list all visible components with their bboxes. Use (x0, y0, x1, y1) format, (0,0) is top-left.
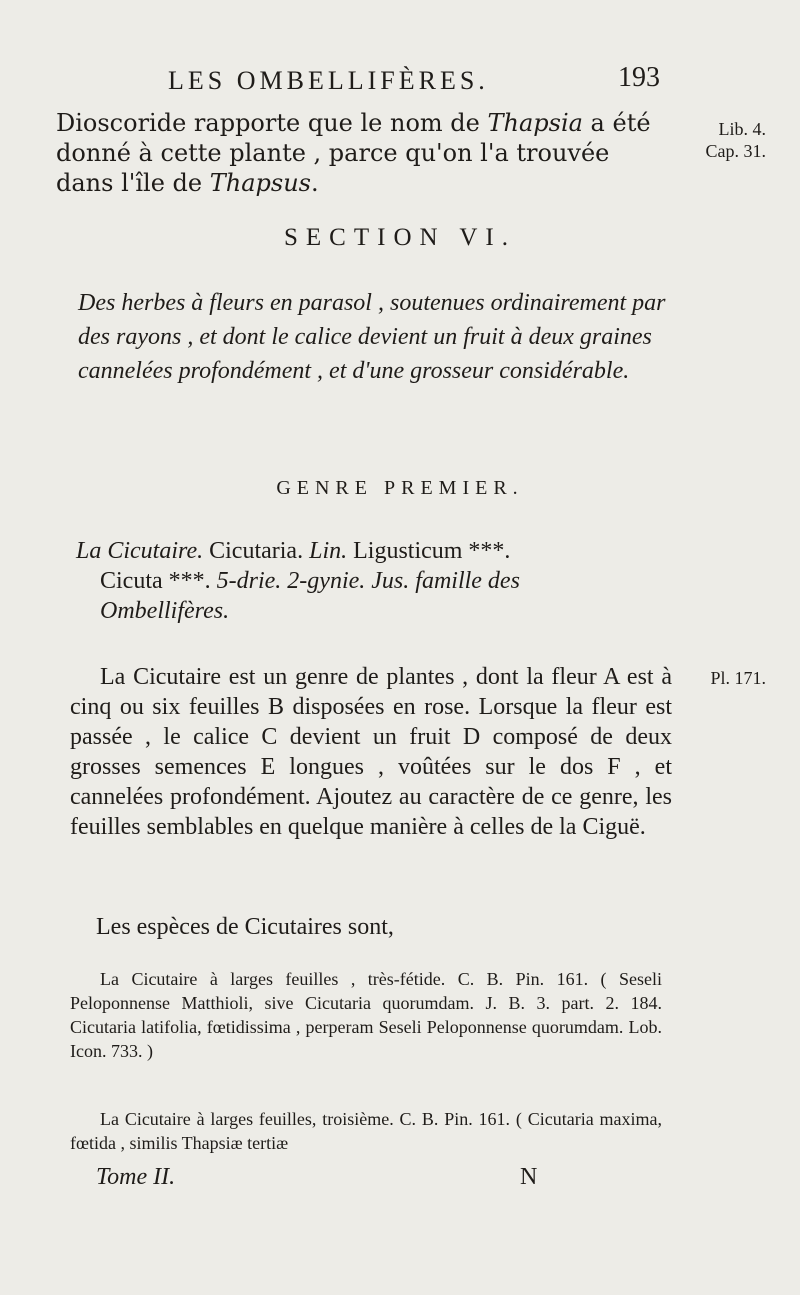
section-heading: SECTION VI. (284, 224, 516, 251)
species-entry-2: La Cicutaire à larges feuilles, troisième. C. B. Pin. 161. ( Cicutaria maxima, fœtida , similis Thapsiæ tertiæ (70, 1109, 662, 1153)
margin-note-reference (706, 118, 767, 162)
species-entry-1: La Cicutaire à larges feuilles , très-fétide. C. B. Pin. 161. ( Seseli Peloponnense Matthioli, sive Cicutaria quorumdam. J. B. 3. part. 2. 184. Cicutaria latifolia, fœtidissima , perperam Seseli Peloponnense quorumdam. Lob. Icon. 733. ) (70, 969, 662, 1061)
genus-line-2 (100, 566, 676, 596)
genus-name: La Cicutaire. (76, 538, 204, 564)
section-description: Des herbes à fleurs en parasol , soutenues ordinairement par des rayons , et dont le calice devient un fruit à deux graines cannelées profondément , et d'une grosseur considérable. (78, 290, 666, 384)
genus-cicuta: Cicuta ***. (100, 568, 217, 594)
thapsus-term: Thapsus (209, 169, 311, 197)
paragraph-text-a: Dioscoride rapporte que le nom de (56, 109, 488, 137)
genus-family: Ombellifères. (100, 598, 230, 624)
margin-note-lib: Lib. 4. (718, 119, 766, 139)
genus-latin: Cicutaria. (203, 538, 310, 564)
margin-note-plate: Pl. 171. (710, 668, 766, 688)
genus-entry (76, 536, 676, 626)
volume-label: Tome II. (96, 1164, 176, 1190)
running-header (150, 62, 710, 102)
genre-heading: GENRE PREMIER. (276, 477, 524, 499)
species-intro: Les espèces de Cicutaires sont, (96, 914, 394, 940)
genus-jus: Jus. famille des (365, 568, 520, 594)
signature-mark: N (520, 1164, 538, 1190)
genus-ligusticum: Ligusticum ***. (347, 538, 511, 564)
margin-note-cap: Cap. 31. (705, 141, 766, 161)
genus-line-1 (76, 536, 676, 566)
paragraph-text-b: a été donné à cette plante , parce qu'on l'a trouvée dans l'île de (56, 109, 651, 197)
thapsia-term: Thapsia (487, 109, 583, 137)
genus-description-paragraph: La Cicutaire est un genre de plantes , dont la fleur A est à cinq ou six feuilles B disposées en rose. Lorsque la fleur est passée , le calice C devient un fruit D composé de deux grosses semences E longues , voûtées sur le dos F , et cannelées profondément. Ajoutez au caractère de ce genre, les feuilles semblables en quelque manière à celles de la Ciguë. (70, 664, 672, 840)
page-footer (96, 1164, 656, 1194)
running-title: LES OMBELLIFÈRES. (168, 66, 489, 95)
genus-lin: Lin. (309, 538, 348, 564)
paragraph-dioscoride (56, 108, 668, 198)
paragraph-text-c: . (310, 169, 319, 197)
genus-dria: 5-drie. 2-gynie. (216, 568, 366, 594)
page-number: 193 (618, 62, 660, 93)
